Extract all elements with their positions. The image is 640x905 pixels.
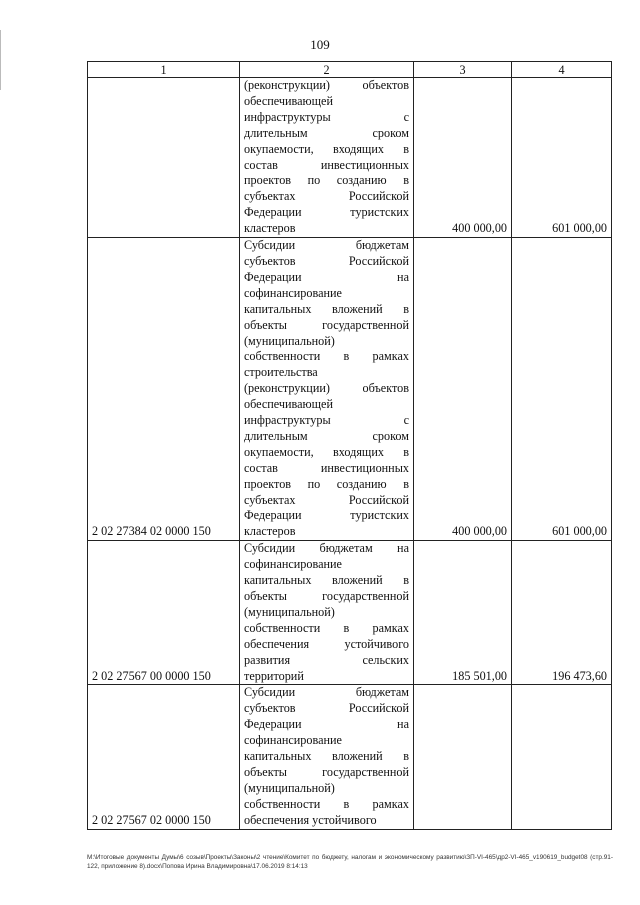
description-line: окупаемости, входящих в — [244, 444, 409, 459]
description-cell — [240, 78, 414, 238]
description-line: (муниципальной) — [244, 780, 335, 795]
description-line: обеспечивающей — [244, 93, 333, 108]
description-cell — [240, 541, 414, 685]
table-row — [88, 78, 612, 238]
amount-column-4: 601 000,00 — [512, 78, 612, 238]
description-line: инфраструктуры с — [244, 109, 409, 124]
description-line: (реконструкции) объектов — [244, 78, 409, 92]
table-row — [88, 685, 612, 829]
description-cell — [240, 238, 414, 541]
description-line: проектов по созданию в — [244, 476, 409, 491]
description-line: (муниципальной) — [244, 604, 335, 619]
amount-column-3 — [414, 685, 512, 829]
budget-table — [87, 61, 612, 830]
description-line: Федерации туристских — [244, 205, 409, 220]
amount-column-3: 400 000,00 — [414, 78, 512, 238]
description-line: территорий — [244, 668, 304, 683]
description-line: капитальных вложений в — [244, 573, 409, 588]
description-line: объекты государственной — [244, 317, 409, 332]
description-line: собственности в рамках — [244, 620, 409, 635]
description-line: Субсидии бюджетам — [244, 685, 409, 700]
description-line: объекты государственной — [244, 764, 409, 779]
description-line: Субсидии бюджетам на — [244, 541, 409, 556]
description-line: субъектов Российской — [244, 253, 409, 268]
description-line: кластеров — [244, 221, 296, 236]
description-line: обеспечения устойчивого — [244, 636, 409, 651]
description-line: софинансирование — [244, 733, 342, 748]
amount-column-3: 400 000,00 — [414, 238, 512, 541]
description-line: Федерации на — [244, 269, 409, 284]
description-line: кластеров — [244, 524, 296, 539]
description-line: строительства — [244, 365, 318, 380]
table-row — [88, 238, 612, 541]
description-line: длительным сроком — [244, 428, 409, 443]
description-line: проектов по созданию в — [244, 173, 409, 188]
description-line: капитальных вложений в — [244, 749, 409, 764]
description-line: состав инвестиционных — [244, 460, 409, 475]
description-line: собственности в рамках — [244, 796, 409, 811]
description-line: развития сельских — [244, 652, 409, 667]
description-line: обеспечения устойчивого — [244, 812, 377, 827]
amount-column-4: 196 473,60 — [512, 541, 612, 685]
budget-code-cell: 2 02 27567 00 0000 150 — [88, 541, 240, 685]
description-line: длительным сроком — [244, 125, 409, 140]
column-header-4: 4 — [512, 62, 612, 78]
column-header-2: 2 — [240, 62, 414, 78]
description-line: обеспечивающей — [244, 397, 333, 412]
column-header-3: 3 — [414, 62, 512, 78]
budget-code-cell: 2 02 27567 02 0000 150 — [88, 685, 240, 829]
description-line: субъектах Российской — [244, 189, 409, 204]
description-line: инфраструктуры с — [244, 413, 409, 428]
description-line: (реконструкции) объектов — [244, 381, 409, 396]
budget-code-cell: 2 02 27384 02 0000 150 — [88, 238, 240, 541]
description-line: собственности в рамках — [244, 349, 409, 364]
page-number: 109 — [310, 37, 330, 52]
column-header-1: 1 — [88, 62, 240, 78]
description-line: Федерации на — [244, 717, 409, 732]
description-line: софинансирование — [244, 557, 342, 572]
description-line: объекты государственной — [244, 589, 409, 603]
table-header-row — [88, 62, 612, 78]
description-line: субъектов Российской — [244, 701, 409, 716]
description-cell — [240, 685, 414, 829]
amount-column-3: 185 501,00 — [414, 541, 512, 685]
description-line: состав инвестиционных — [244, 157, 409, 172]
table-row — [88, 541, 612, 685]
description-line: окупаемости, входящих в — [244, 141, 409, 156]
footer-file-path: M:\Итоговые документы Думы\6 созыв\Проекты\Законы\2 чтение\Комитет по бюджету, налогам и экономическому развитию\ЗП-VI-465\др2-VI-465_v190619_budget08 (стр.91-122, приложение 8).docx\Попова Ирина Владимировна\17.06.2019 8:14:13 — [87, 854, 613, 870]
amount-column-4: 601 000,00 — [512, 238, 612, 541]
description-line: Субсидии бюджетам — [244, 238, 409, 253]
budget-code-cell — [88, 78, 240, 238]
description-line: софинансирование — [244, 285, 342, 300]
table-body — [88, 78, 612, 830]
amount-column-4 — [512, 685, 612, 829]
description-line: Федерации туристских — [244, 508, 409, 523]
description-line: субъектах Российской — [244, 492, 409, 507]
description-line: (муниципальной) — [244, 333, 335, 348]
description-line: капитальных вложений в — [244, 301, 409, 316]
